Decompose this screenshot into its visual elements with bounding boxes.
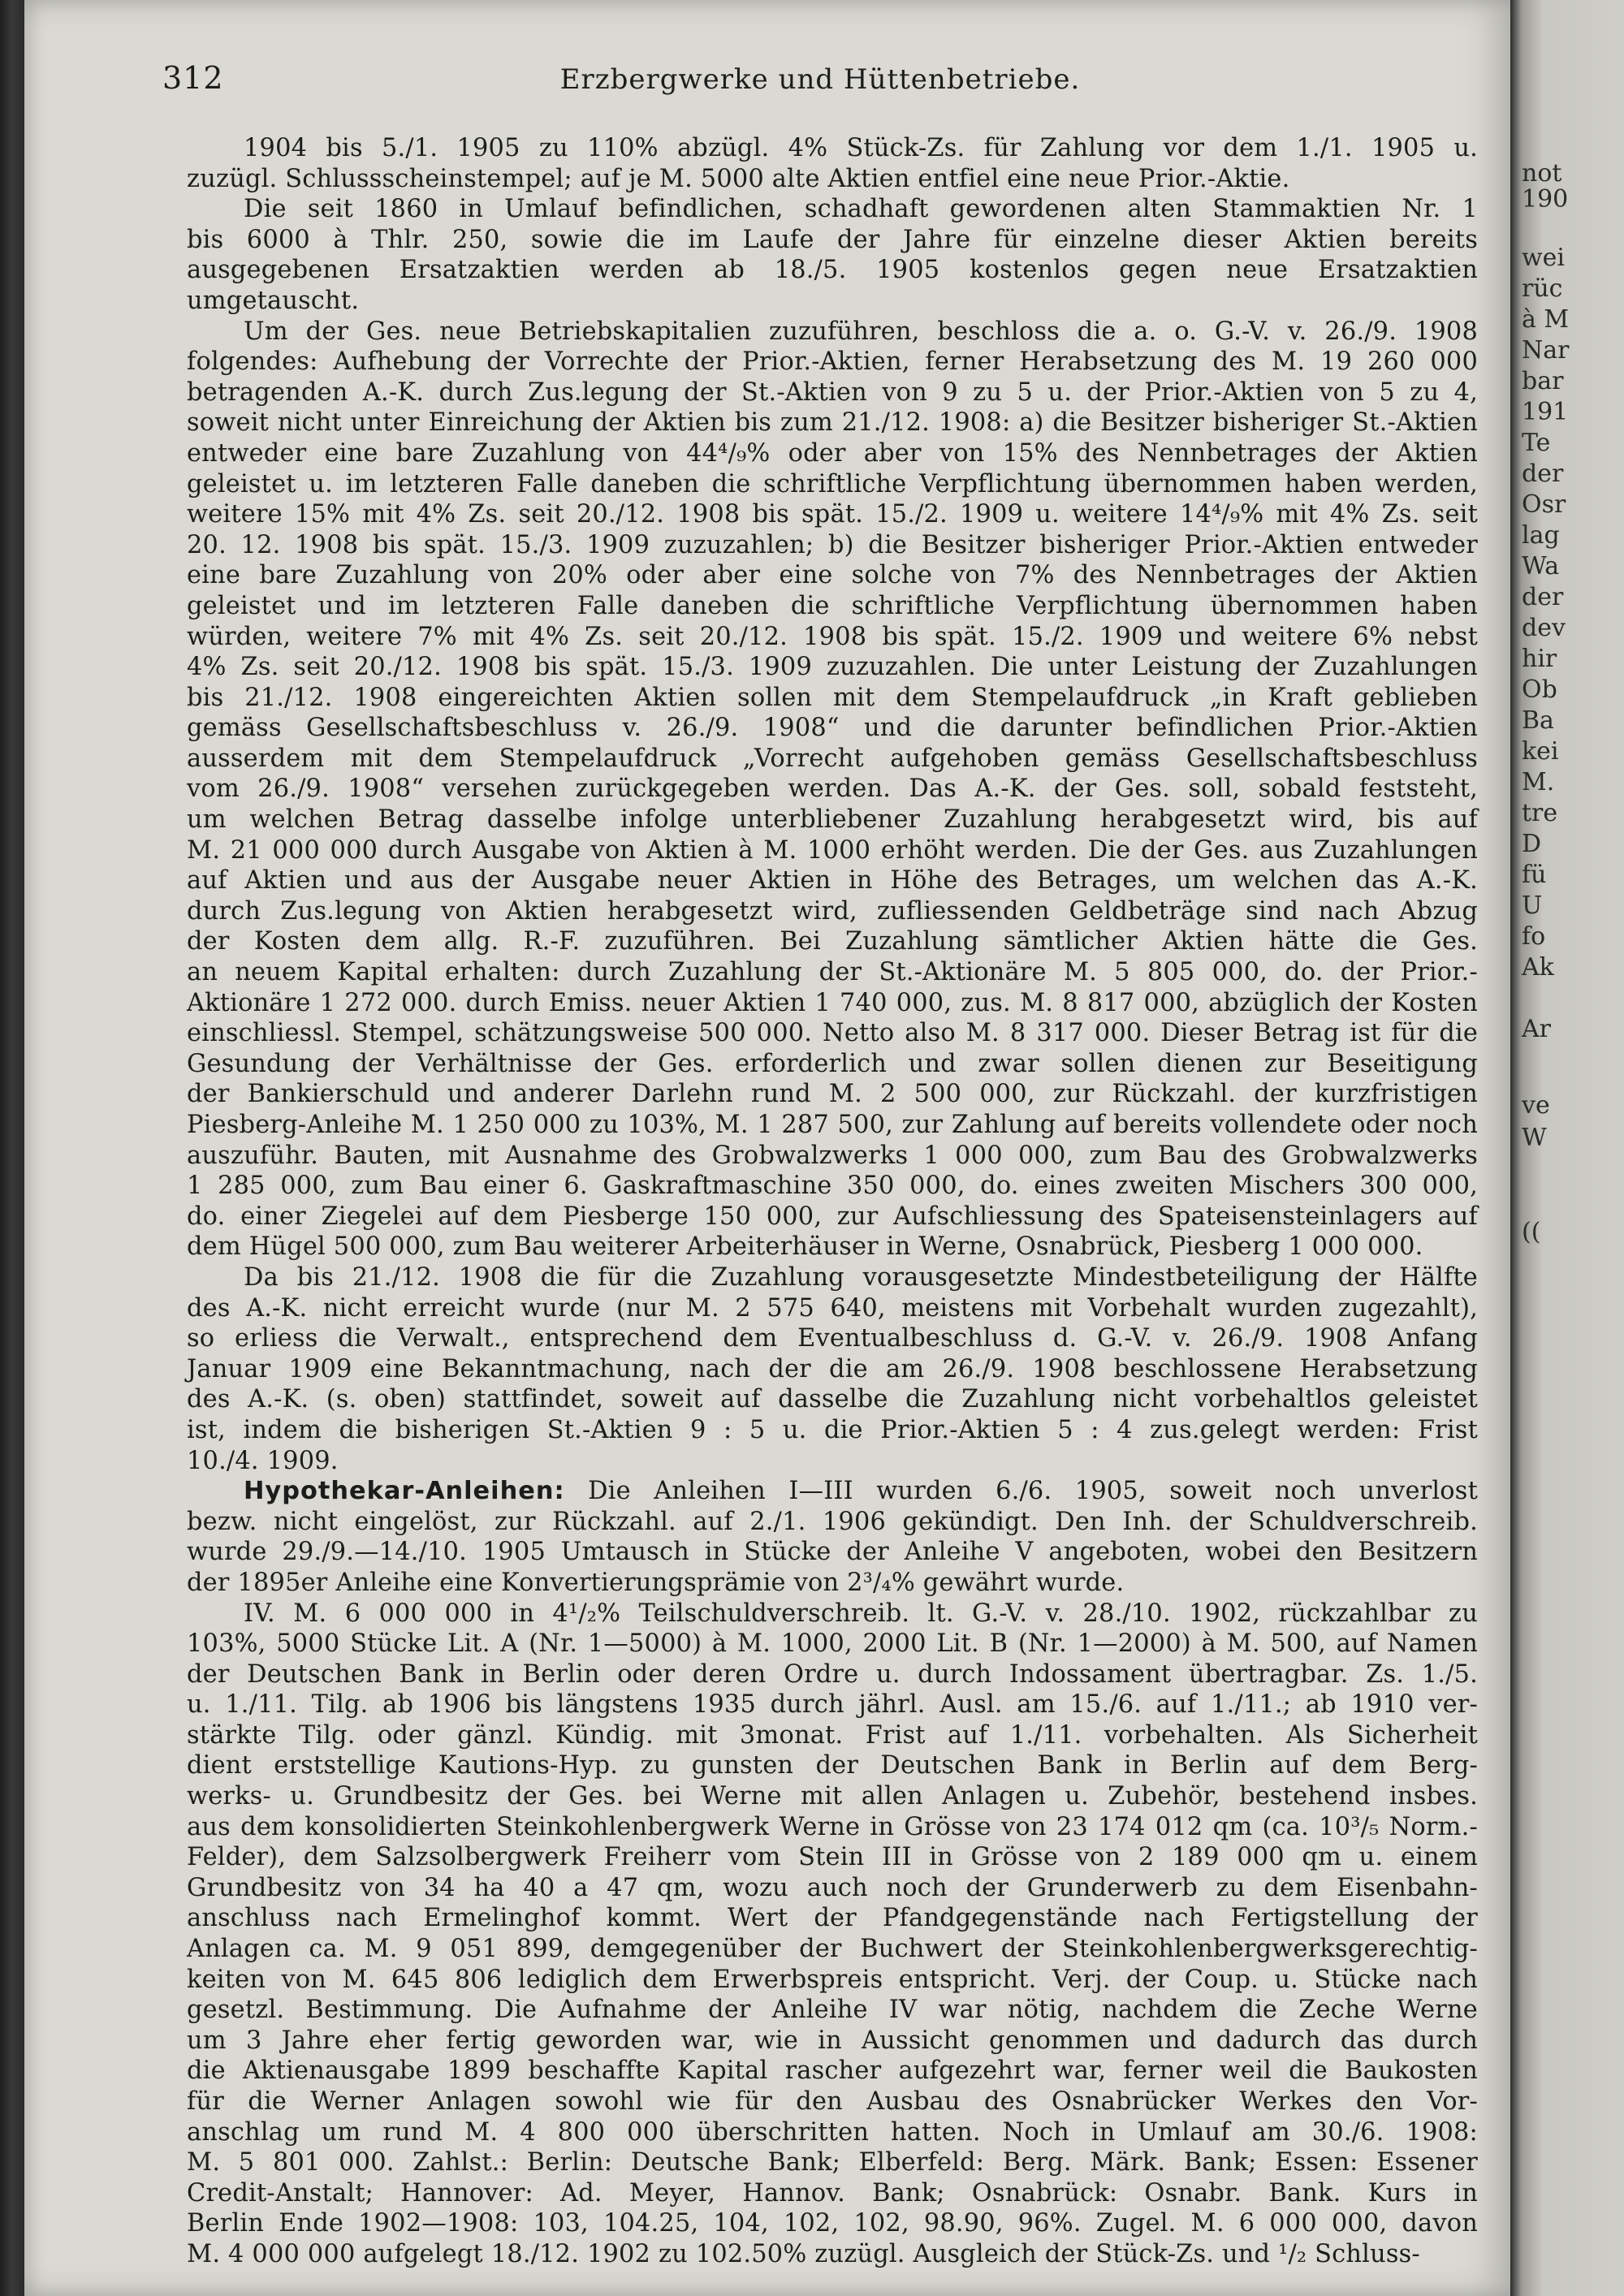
text-line: entweder eine bare Zuzahlung von 44⁴/₉% oder aber von 15% des Nennbetrages der Aktien: [187, 438, 1478, 468]
facing-page-fragment: fo: [1522, 922, 1546, 951]
running-title: Erzbergwerke und Hüttenbetriebe.: [559, 63, 1081, 96]
text-line: Credit-Anstalt; Hannover: Ad. Meyer, Hannov. Bank; Osnabrück: Osnabr. Bank. Kurs in: [187, 2178, 1478, 2208]
text-line: der Deutschen Bank in Berlin oder deren Ordre u. durch Indossament übertragbar. Zs. 1./5.: [187, 1659, 1478, 1689]
facing-page-fragment: D: [1522, 830, 1542, 858]
paragraph: [187, 1476, 1478, 1598]
text-line: dem Hügel 500 000, zum Bau weiterer Arbeiterhäuser in Werne, Osnabrück, Piesberg 1 000 000.: [187, 1232, 1423, 1262]
facing-page-fragment: lag: [1522, 521, 1560, 550]
facing-page-fragment: Ob: [1522, 675, 1557, 704]
text-line: der Bankierschuld und anderer Darlehn rund M. 2 500 000, zur Rückzahl. der kurzfristigen: [187, 1080, 1478, 1109]
facing-page-fragment: not: [1522, 159, 1562, 188]
book-binding-left: [0, 0, 24, 2296]
text-line: um welchen Betrag dasselbe infolge unterbliebener Zuzahlung herabgesetzt wird, bis auf: [187, 805, 1478, 835]
text-line: aus dem konsolidierten Steinkohlenbergwerk Werne in Grösse von 23 174 012 qm (ca. 10³/₅ Norm.-: [187, 1812, 1478, 1841]
text-line: Anlagen ca. M. 9 051 899, demgegenüber der Buchwert der Steinkohlenbergwerksgerechtig-: [187, 1935, 1478, 1964]
page-header: [162, 60, 1478, 101]
text-line: 20. 12. 1908 bis spät. 15./3. 1909 zuzuzahlen; b) die Besitzer bisheriger Prior.-Aktien entweder: [187, 530, 1478, 559]
text-line: an neuem Kapital erhalten: durch Zuzahlung der St.-Aktionäre M. 5 805 000, do. der Prior.-: [187, 958, 1478, 987]
text-line: keiten von M. 645 806 lediglich dem Erwerbspreis entspricht. Verj. der Coup. u. Stücke nach: [187, 1965, 1478, 1994]
paragraph: [187, 133, 1478, 194]
facing-page-fragment: Ar: [1522, 1015, 1552, 1043]
text-line: einschliessl. Stempel, schätzungsweise 500 000. Netto also M. 8 317 000. Dieser Betrag ist für die: [187, 1019, 1478, 1048]
text-line: Um der Ges. neue Betriebskapitalien zuzuführen, beschloss die a. o. G.-V. v. 26./9. 1908: [244, 317, 1478, 346]
facing-page-fragment: der: [1522, 583, 1564, 611]
text-line: dient erststellige Kautions-Hyp. zu gunsten der Deutschen Bank in Berlin auf dem Berg-: [187, 1751, 1478, 1780]
facing-page-fragment: fü: [1522, 861, 1547, 889]
text-line: 10./4. 1909.: [187, 1446, 339, 1475]
text-line: des A.-K. (s. oben) stattfindet, soweit auf dasselbe die Zuzahlung nicht vorbehaltlos geleistet: [187, 1385, 1478, 1414]
facing-page-fragment: U: [1522, 891, 1543, 920]
text-line: Da bis 21./12. 1908 die für die Zuzahlung vorausgesetzte Mindestbeteiligung der Hälfte: [244, 1262, 1478, 1292]
text-line: ist, indem die bisherigen St.-Aktien 9 : 5 u. die Prior.-Aktien 5 : 4 zus.gelegt werden: Frist: [187, 1415, 1478, 1444]
facing-page-fragment: hir: [1522, 645, 1557, 673]
paragraph: [187, 317, 1478, 1262]
paragraph: [187, 1599, 1478, 2270]
text-line: M. 5 801 000. Zahlst.: Berlin: Deutsche Bank; Elberfeld: Berg. Märk. Bank; Essen: Essener: [187, 2148, 1478, 2177]
facing-page-fragment: W: [1522, 1124, 1547, 1152]
text-line: 4% Zs. seit 20./12. 1908 bis spät. 15./3. 1909 zuzuzahlen. Die unter Leistung der Zuzahlungen: [187, 653, 1478, 682]
text-line: betragenden A.-K. durch Zus.legung der St.-Aktien von 9 zu 5 u. der Prior.-Aktien von 5 zu 4,: [187, 378, 1478, 407]
text-line: gesetzl. Bestimmung. Die Aufnahme der Anleihe IV war nötig, nachdem die Zeche Werne: [187, 1996, 1478, 2025]
text-line: soweit nicht unter Einreichung der Aktien bis zum 21./12. 1908: a) die Besitzer bisheriger St.-Aktien: [187, 408, 1478, 438]
text-line: der 1895er Anleihe eine Konvertierungsprämie von 2³/₄% gewährt wurde.: [187, 1568, 1125, 1597]
page-number: 312: [162, 60, 224, 96]
text-line: Aktionäre 1 272 000. durch Emiss. neuer Aktien 1 740 000, zus. M. 8 817 000, abzüglich der Kosten: [187, 988, 1478, 1017]
facing-page-fragment: à M: [1522, 305, 1570, 334]
text-line: Piesberg-Anleihe M. 1 250 000 zu 103%, M. 1 287 500, zur Zahlung auf bereits vollendete oder noch: [187, 1111, 1478, 1139]
facing-page-edge: [1510, 0, 1624, 2296]
text-line: M. 4 000 000 aufgelegt 18./12. 1902 zu 102.50% zuzügl. Ausgleich der Stück-Zs. und ¹/₂ Schluss-: [187, 2239, 1420, 2268]
text-line: do. einer Ziegelei auf dem Piesberge 150 000, zur Aufschliessung des Spateisensteinlagers auf: [187, 1202, 1478, 1231]
text-line: umgetauscht.: [187, 286, 360, 315]
text-line: zuzügl. Schlussscheinstempel; auf je M. 5000 alte Aktien entfiel eine neue Prior.-Aktie.: [187, 164, 1290, 193]
text-line: der Kosten dem allg. R.-F. zuzuführen. Bei Zuzahlung sämtlicher Aktien hätte die Ges.: [187, 927, 1478, 956]
text-line: Felder), dem Salzsolbergwerk Freiherr vom Stein III in Grösse von 2 189 000 qm u. einem: [187, 1843, 1478, 1872]
facing-page-fragment: Ba: [1522, 706, 1554, 735]
text-line: würden, weitere 7% mit 4% Zs. seit 20./12. 1908 bis spät. 15./2. 1909 und weitere 6% nebst: [187, 622, 1478, 651]
paragraph: [187, 1262, 1478, 1476]
text-line: werks- u. Grundbesitz der Ges. bei Werne mit allen Anlagen u. Zubehör, bestehend insbes.: [187, 1782, 1478, 1811]
facing-page-fragment: kei: [1522, 737, 1559, 766]
text-line: geleistet und im letzteren Falle daneben die schriftliche Verpflichtung übernommen haben: [187, 591, 1478, 620]
text-line: so erliess die Verwalt., entsprechend dem Eventualbeschluss d. G.-V. v. 26./9. 1908 Anfang: [187, 1324, 1478, 1353]
facing-page-fragment: der: [1522, 460, 1564, 488]
text-line: wurde 29./9.—14./10. 1905 Umtausch in Stücke der Anleihe V angeboten, wobei den Besitzern: [187, 1538, 1478, 1567]
section-heading: Hypothekar-Anleihen:: [244, 1477, 565, 1506]
text-line-content: Die Anleihen I—III wurden 6./6. 1905, soweit noch unverlost: [564, 1477, 1478, 1506]
text-line: ausgegebenen Ersatzaktien werden ab 18./5. 1905 kostenlos gegen neue Ersatzaktien: [187, 256, 1478, 285]
text-line: u. 1./11. Tilg. ab 1906 bis längstens 1935 durch jährl. Ausl. am 15./6. auf 1./11.; ab 1910 ver-: [187, 1690, 1478, 1720]
text-line: ausserdem mit dem Stempelaufdruck „Vorrecht aufgehoben gemäss Gesellschaftsbeschluss: [187, 744, 1478, 773]
text-line: folgendes: Aufhebung der Vorrechte der Prior.-Aktien, ferner Herabsetzung des M. 19 260 000: [187, 347, 1478, 377]
text-line: [187, 1476, 1478, 1507]
text-line: des A.-K. nicht erreicht wurde (nur M. 2 575 640, meistens mit Vorbehalt wurden zugezahlt),: [187, 1293, 1478, 1323]
facing-page-fragment: 190: [1522, 185, 1569, 214]
facing-page-fragment: Ak: [1522, 953, 1554, 982]
text-line: Januar 1909 eine Bekanntmachung, nach der die am 26./9. 1908 beschlossene Herabsetzung: [187, 1354, 1478, 1383]
facing-page-fragment: dev: [1522, 614, 1566, 642]
text-line: die Aktienausgabe 1899 beschaffte Kapital rascher aufgezehrt war, ferner weil die Baukosten: [187, 2056, 1478, 2086]
facing-page-fragment: Wa: [1522, 552, 1560, 580]
facing-page-fragment: M.: [1522, 768, 1555, 796]
text-line: weitere 15% mit 4% Zs. seit 20./12. 1908 bis spät. 15./2. 1909 u. weitere 14⁴/₉% mit 4% Zs. seit: [187, 500, 1478, 529]
facing-page-fragment: ((: [1522, 1218, 1541, 1246]
text-body: [187, 133, 1478, 2270]
text-line: vom 26./9. 1908“ versehen zurückgegeben werden. Das A.-K. der Ges. soll, sobald feststeht,: [187, 775, 1478, 804]
facing-page-fragment: rüc: [1522, 274, 1563, 303]
facing-page-fragment: bar: [1522, 367, 1564, 395]
text-line: IV. M. 6 000 000 in 4¹/₂% Teilschuldverschreib. lt. G.-V. v. 28./10. 1902, rückzahlbar zu: [244, 1599, 1478, 1628]
text-line: gemäss Gesellschaftsbeschluss v. 26./9. 1908“ und die darunter befindlichen Prior.-Aktien: [187, 714, 1478, 743]
text-line: eine bare Zuzahlung von 20% oder aber eine solche von 7% des Nennbetrages der Aktien: [187, 561, 1478, 590]
facing-page-fragment: wei: [1522, 244, 1566, 272]
text-line: Die seit 1860 in Umlauf befindlichen, schadhaft gewordenen alten Stammaktien Nr. 1: [244, 195, 1478, 224]
paragraph: [187, 194, 1478, 316]
text-line: 1 285 000, zum Bau einer 6. Gaskraftmaschine 350 000, do. eines zweiten Mischers 300 000,: [187, 1172, 1478, 1201]
text-line: für die Werner Anlagen sowohl wie für den Ausbau des Osnabrücker Werkes den Vor-: [187, 2087, 1478, 2116]
facing-page-fragment: Osr: [1522, 490, 1566, 519]
facing-page-fragment: Nar: [1522, 336, 1570, 365]
facing-page-fragment: tre: [1522, 799, 1558, 827]
text-line: auf Aktien und aus der Ausgabe neuer Aktien in Höhe des Betrages, um welchen das A.-K.: [187, 866, 1478, 896]
text-line: Berlin Ende 1902—1908: 103, 104.25, 104, 102, 102, 98.90, 96%. Zugel. M. 6 000 000, davon: [187, 2209, 1478, 2238]
text-line: Grundbesitz von 34 ha 40 a 47 qm, wozu auch noch der Grunderwerb zu dem Eisenbahn-: [187, 1873, 1478, 1902]
facing-page-fragment: Te: [1522, 429, 1551, 457]
document-page: [24, 0, 1510, 2296]
text-line: geleistet u. im letzteren Falle daneben die schriftliche Verpflichtung übernommen haben werden,: [187, 469, 1478, 498]
facing-page-fragment: ve: [1522, 1091, 1550, 1120]
text-line: bis 6000 à Thlr. 250, sowie die im Laufe der Jahre für einzelne dieser Aktien bereits: [187, 225, 1478, 254]
text-line: bis 21./12. 1908 eingereichten Aktien sollen mit dem Stempelaufdruck „in Kraft geblieben: [187, 683, 1478, 712]
text-line: 103%, 5000 Stücke Lit. A (Nr. 1—5000) à M. 1000, 2000 Lit. B (Nr. 1—2000) à M. 500, auf Namen: [187, 1629, 1478, 1659]
text-line: durch Zus.legung von Aktien herabgesetzt wird, zufliessenden Geldbeträge sind nach Abzug: [187, 896, 1478, 926]
text-line: Gesundung der Verhältnisse der Ges. erforderlich und zwar sollen dienen zur Beseitigung: [187, 1049, 1478, 1078]
text-line: um 3 Jahre eher fertig geworden war, wie in Aussicht genommen und dadurch das durch: [187, 2026, 1478, 2055]
text-line: auszuführ. Bauten, mit Ausnahme des Grobwalzwerks 1 000 000, zum Bau des Grobwalzwerks: [187, 1141, 1478, 1170]
text-line: anschluss nach Ermelinghof kommt. Wert der Pfandgegenstände nach Fertigstellung der: [187, 1904, 1478, 1933]
text-line: anschlag um rund M. 4 800 000 überschritten hatten. Noch in Umlauf am 30./6. 1908:: [187, 2117, 1478, 2147]
text-line: bezw. nicht eingelöst, zur Rückzahl. auf 2./1. 1906 gekündigt. Den Inh. der Schuldverschreib.: [187, 1507, 1478, 1536]
text-line: stärkte Tilg. oder gänzl. Kündig. mit 3monat. Frist auf 1./11. vorbehalten. Als Sicherheit: [187, 1720, 1478, 1750]
facing-page-fragment: 191: [1522, 398, 1569, 426]
text-line: M. 21 000 000 durch Ausgabe von Aktien à M. 1000 erhöht werden. Die der Ges. aus Zuzahlungen: [187, 835, 1478, 865]
text-line: 1904 bis 5./1. 1905 zu 110% abzügl. 4% Stück-Zs. für Zahlung vor dem 1./1. 1905 u.: [244, 134, 1478, 162]
